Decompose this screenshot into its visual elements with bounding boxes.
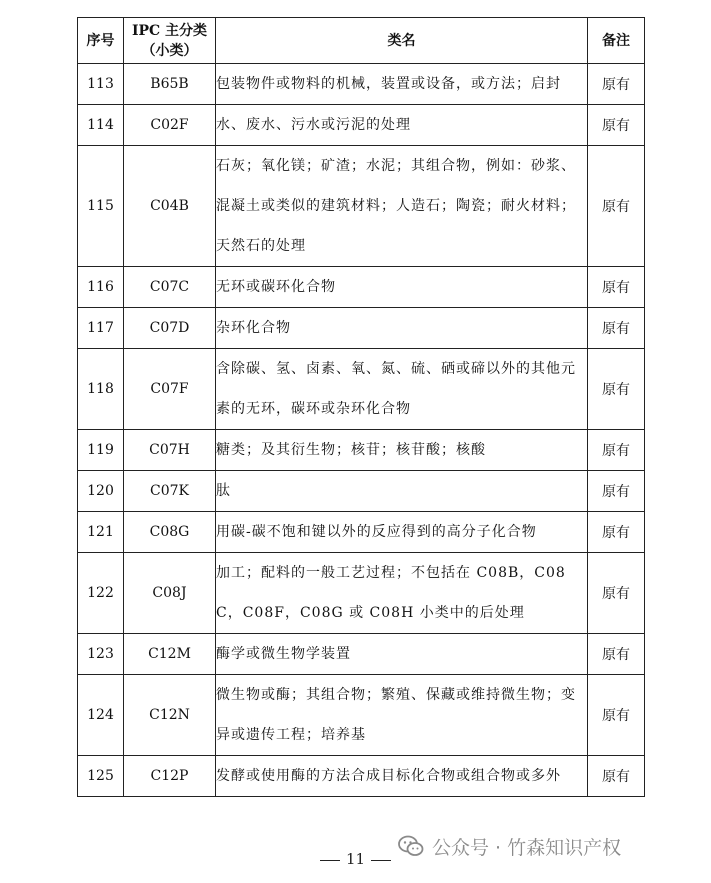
table-row [78,553,645,634]
row-ipc-code: C07C [124,267,216,308]
table-row [78,308,645,349]
row-note: 原有 [588,553,645,634]
row-note: 原有 [588,105,645,146]
row-seq: 124 [78,675,124,756]
row-seq: 115 [78,146,124,267]
table-row [78,634,645,675]
row-ipc-code: B65B [124,64,216,105]
footer-dash-right [371,860,391,861]
table-row [78,756,645,797]
page-footer [0,850,711,868]
row-note: 原有 [588,471,645,512]
row-class-name: 杂环化合物 [216,308,588,349]
watermark-text: 公众号 · 竹森知识产权 [432,836,622,859]
row-note: 原有 [588,146,645,267]
row-ipc-code: C12M [124,634,216,675]
header-note: 备注 [588,18,645,64]
row-seq: 119 [78,430,124,471]
row-class-name: 用碳-碳不饱和键以外的反应得到的高分子化合物 [216,512,588,553]
row-ipc-code: C04B [124,146,216,267]
row-note: 原有 [588,430,645,471]
footer-dash-left [320,860,340,861]
table-row [78,105,645,146]
header-ipc-code-line2: （小类） [141,42,198,59]
row-seq: 123 [78,634,124,675]
row-ipc-code: C07K [124,471,216,512]
row-class-name: 加工；配料的一般工艺过程；不包括在 C08B，C08C，C08F，C08G 或 C08H 小类中的后处理 [216,553,588,634]
ipc-class-table [77,17,645,797]
row-ipc-code: C07D [124,308,216,349]
row-seq: 125 [78,756,124,797]
row-seq: 120 [78,471,124,512]
row-ipc-code: C08G [124,512,216,553]
row-note: 原有 [588,64,645,105]
row-class-name: 肽 [216,471,588,512]
row-ipc-code: C02F [124,105,216,146]
row-class-name: 含除碳、氢、卤素、氧、氮、硫、硒或碲以外的其他元素的无环，碳环或杂环化合物 [216,349,588,430]
row-ipc-code: C12N [124,675,216,756]
table-row [78,675,645,756]
row-seq: 113 [78,64,124,105]
row-note: 原有 [588,308,645,349]
row-note: 原有 [588,267,645,308]
header-seq: 序号 [78,18,124,64]
header-ipc-code [124,18,216,64]
row-seq: 117 [78,308,124,349]
table-row [78,64,645,105]
table-row [78,430,645,471]
row-ipc-code: C12P [124,756,216,797]
header-ipc-code-line1: IPC 主分类 [131,22,208,39]
row-seq: 121 [78,512,124,553]
row-class-name: 微生物或酶；其组合物；繁殖、保藏或维持微生物；变异或遗传工程；培养基 [216,675,588,756]
table-header-row [78,18,645,64]
row-class-name: 无环或碳环化合物 [216,267,588,308]
row-class-name: 石灰；氧化镁；矿渣；水泥；其组合物，例如：砂浆、混凝土或类似的建筑材料；人造石；陶瓷；耐火材料；天然石的处理 [216,146,588,267]
page-number: 11 [345,850,366,868]
row-class-name: 酶学或微生物学装置 [216,634,588,675]
row-seq: 118 [78,349,124,430]
row-ipc-code: C07F [124,349,216,430]
row-note: 原有 [588,512,645,553]
table-row [78,146,645,267]
row-note: 原有 [588,756,645,797]
table-row [78,512,645,553]
row-class-name: 糖类；及其衍生物；核苷；核苷酸；核酸 [216,430,588,471]
row-note: 原有 [588,675,645,756]
row-ipc-code: C08J [124,553,216,634]
table-row [78,349,645,430]
row-seq: 114 [78,105,124,146]
row-seq: 122 [78,553,124,634]
row-seq: 116 [78,267,124,308]
row-note: 原有 [588,634,645,675]
row-class-name: 水、废水、污水或污泥的处理 [216,105,588,146]
row-ipc-code: C07H [124,430,216,471]
row-note: 原有 [588,349,645,430]
table-row [78,267,645,308]
row-class-name: 包装物件或物料的机械，装置或设备，或方法；启封 [216,64,588,105]
header-class-name: 类名 [216,18,588,64]
table-row [78,471,645,512]
row-class-name: 发酵或使用酶的方法合成目标化合物或组合物或多外 [216,756,588,797]
